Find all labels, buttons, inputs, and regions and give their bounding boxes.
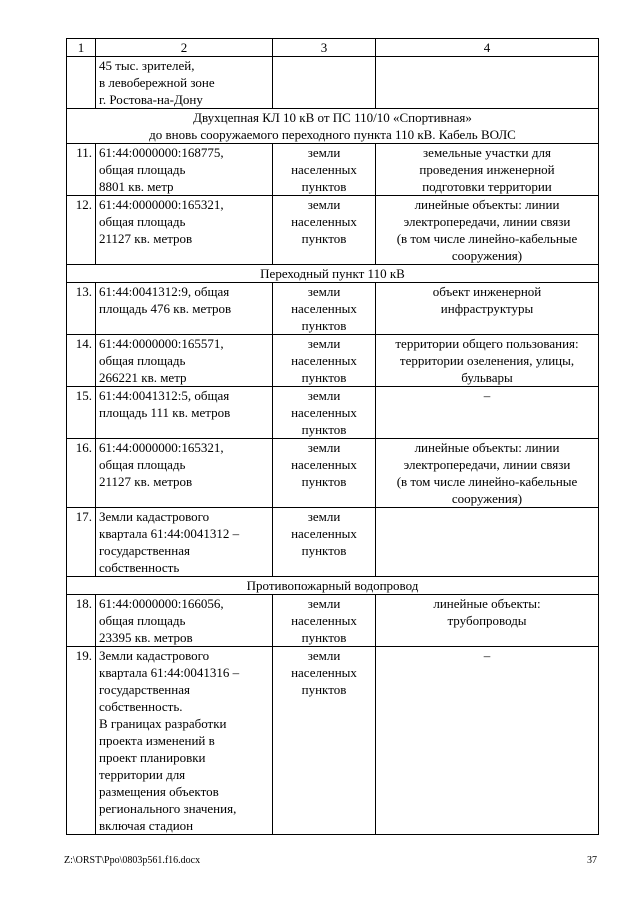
section-title: Противопожарный водопровод: [67, 577, 599, 595]
row-number: 14.: [67, 335, 96, 387]
use-cell: объект инженерной инфраструктуры: [376, 283, 599, 335]
section-row: [67, 109, 599, 144]
use-cell: линейные объекты: трубопроводы: [376, 595, 599, 647]
row-number: 16.: [67, 439, 96, 508]
category-cell: земли населенных пунктов: [273, 595, 376, 647]
table-row: [67, 387, 599, 439]
row-number: 12.: [67, 196, 96, 265]
land-plots-table: [66, 38, 599, 835]
cadastral-cell: 61:44:0041312:9, общая площадь 476 кв. метров: [96, 283, 273, 335]
category-cell: земли населенных пунктов: [273, 647, 376, 835]
footer-file-path: Z:\ORST\Ppo\0803p561.f16.docx: [64, 855, 201, 866]
row-number: 13.: [67, 283, 96, 335]
table-row: [67, 335, 599, 387]
category-cell: земли населенных пунктов: [273, 196, 376, 265]
row-number: 15.: [67, 387, 96, 439]
header-cell: 3: [273, 39, 376, 57]
category-cell: земли населенных пунктов: [273, 335, 376, 387]
cadastral-cell: 61:44:0041312:5, общая площадь 111 кв. метров: [96, 387, 273, 439]
page-number: 37: [587, 855, 597, 866]
section-row: [67, 265, 599, 283]
table-row: [67, 647, 599, 835]
use-cell: линейные объекты: линии электропередачи, линии связи (в том числе линейно-кабельные сооружения): [376, 439, 599, 508]
table-row: [67, 144, 599, 196]
use-cell: линейные объекты: линии электропередачи, линии связи (в том числе линейно-кабельные сооружения): [376, 196, 599, 265]
table-row: [67, 57, 599, 109]
category-cell: земли населенных пунктов: [273, 439, 376, 508]
use-cell: территории общего пользования: территории озеленения, улицы, бульвары: [376, 335, 599, 387]
header-cell: 1: [67, 39, 96, 57]
section-title: Переходный пункт 110 кВ: [67, 265, 599, 283]
table-row: [67, 196, 599, 265]
cadastral-cell: 61:44:0000000:168775, общая площадь 8801 кв. метр: [96, 144, 273, 196]
cadastral-cell: 61:44:0000000:165321, общая площадь 21127 кв. метров: [96, 439, 273, 508]
category-cell: [273, 57, 376, 109]
cadastral-cell: 61:44:0000000:165321, общая площадь 21127 кв. метров: [96, 196, 273, 265]
header-cell: 4: [376, 39, 599, 57]
section-row: [67, 577, 599, 595]
use-cell: –: [376, 387, 599, 439]
category-cell: земли населенных пунктов: [273, 144, 376, 196]
table-row: [67, 508, 599, 577]
section-title: Двухцепная КЛ 10 кВ от ПС 110/10 «Спортивная» до вновь сооружаемого переходного пункта 110 кВ. Кабель ВОЛС: [67, 109, 599, 144]
row-number: [67, 57, 96, 109]
category-cell: земли населенных пунктов: [273, 283, 376, 335]
category-cell: земли населенных пунктов: [273, 387, 376, 439]
row-number: 18.: [67, 595, 96, 647]
row-number: 19.: [67, 647, 96, 835]
table-row: [67, 439, 599, 508]
table-row: [67, 283, 599, 335]
category-cell: земли населенных пунктов: [273, 508, 376, 577]
use-cell: [376, 57, 599, 109]
cadastral-cell: Земли кадастрового квартала 61:44:0041312 – государственная собственность: [96, 508, 273, 577]
cadastral-cell: 45 тыс. зрителей, в левобережной зоне г. Ростова-на-Дону: [96, 57, 273, 109]
row-number: 17.: [67, 508, 96, 577]
table-row: [67, 595, 599, 647]
table-header-row: [67, 39, 599, 57]
cadastral-cell: 61:44:0000000:166056, общая площадь 23395 кв. метров: [96, 595, 273, 647]
header-cell: 2: [96, 39, 273, 57]
use-cell: [376, 508, 599, 577]
row-number: 11.: [67, 144, 96, 196]
use-cell: земельные участки для проведения инженерной подготовки территории: [376, 144, 599, 196]
use-cell: –: [376, 647, 599, 835]
cadastral-cell: Земли кадастрового квартала 61:44:0041316 – государственная собственность. В границах разработки проекта изменений в проект планировки территории для размещения объектов регионального значения, включая стадион: [96, 647, 273, 835]
cadastral-cell: 61:44:0000000:165571, общая площадь 266221 кв. метр: [96, 335, 273, 387]
